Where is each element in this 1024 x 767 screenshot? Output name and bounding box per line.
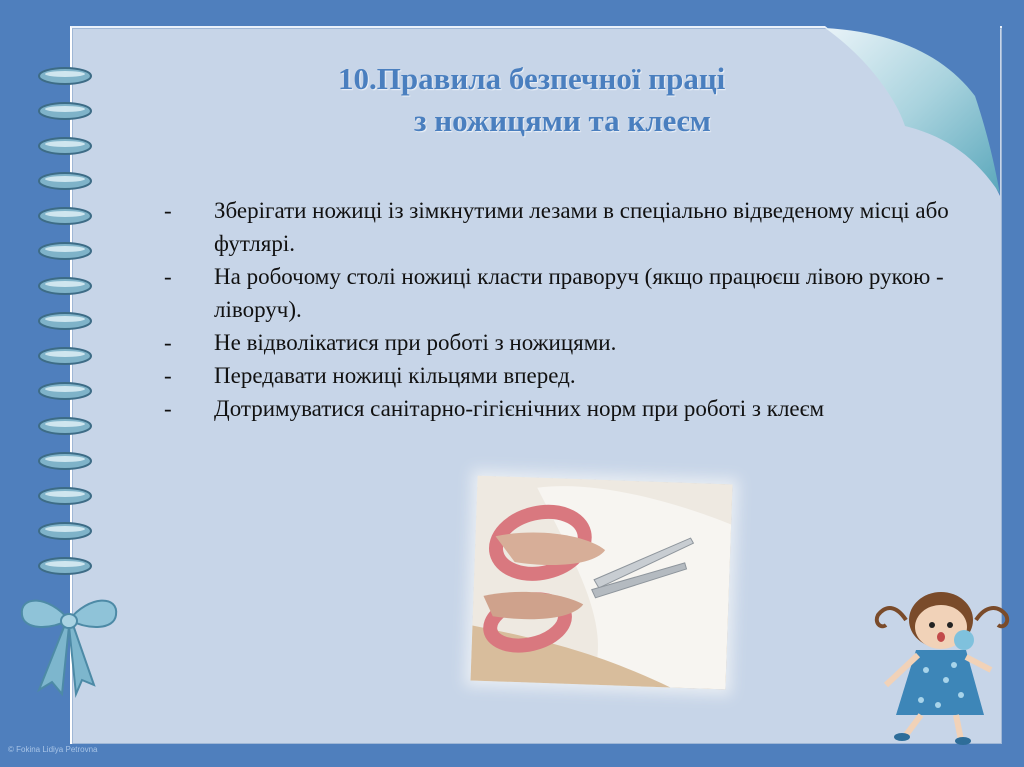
spiral-ring-icon [36,311,94,331]
spiral-ring-icon [36,276,94,296]
rule-text: Зберігати ножиці із зімкнутими лезами в спеціально відведеному місці або футлярі. [214,198,949,256]
spiral-ring-icon [36,101,94,121]
spiral-ring-icon [36,381,94,401]
rule-text: Передавати ножиці кільцями вперед. [214,363,576,388]
title-line-2: з ножицями та клеєм [414,103,711,138]
rule-text: Не відволікатися при роботі з ножицями. [214,330,617,355]
spiral-ring-icon [36,451,94,471]
spiral-ring-icon [36,206,94,226]
list-dash: - [164,198,172,223]
list-item [164,326,964,359]
list-item [164,392,964,425]
girl-illustration [866,585,1016,745]
list-dash: - [164,363,172,388]
copyright-note: © Fokina Lidiya Petrovna [8,745,98,754]
ribbon-bow-icon [14,590,124,700]
spiral-ring-icon [36,136,94,156]
spiral-ring-icon [36,486,94,506]
title-line-1: 10.Правила безпечної праці [338,61,726,96]
spiral-ring-icon [36,241,94,261]
list-item [164,194,964,260]
list-item [164,260,964,326]
spiral-ring-icon [36,171,94,191]
spiral-ring-icon [36,416,94,436]
rules-list [164,194,964,425]
spiral-binding [36,66,100,596]
spiral-ring-icon [36,521,94,541]
list-dash: - [164,396,172,421]
scissors-illustration [471,476,733,690]
list-dash: - [164,264,172,289]
scissors-photo [471,476,733,690]
spiral-ring-icon [36,66,94,86]
slide-title [300,58,860,142]
spiral-ring-icon [36,346,94,366]
rule-text: Дотримуватися санітарно-гігієнічних норм при роботі з клеєм [214,396,825,421]
list-dash: - [164,330,172,355]
list-item [164,359,964,392]
rule-text: На робочому столі ножиці класти праворуч (якщо працюєш лівою рукою - ліворуч). [214,264,944,322]
spiral-ring-icon [36,556,94,576]
